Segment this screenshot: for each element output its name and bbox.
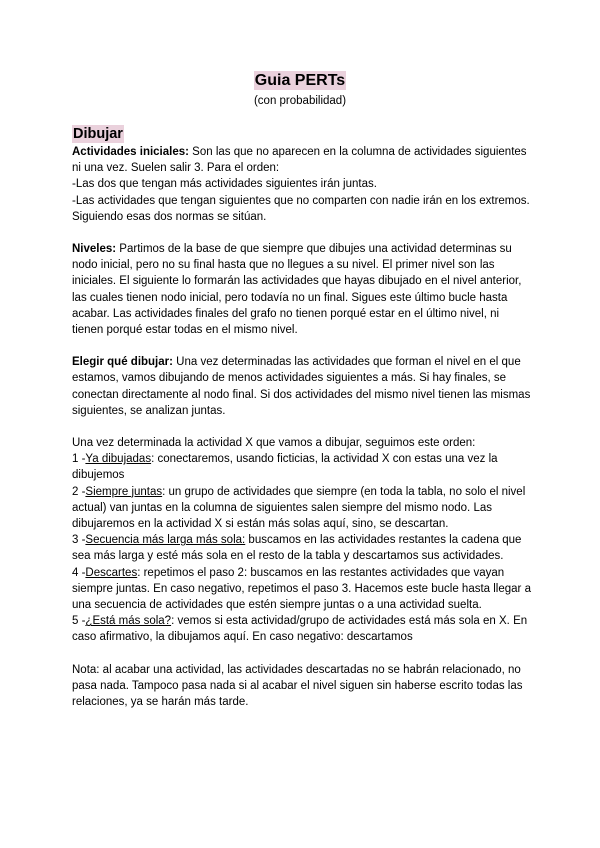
step-label: ¿Está más sola? — [85, 615, 172, 628]
step-label: Siempre juntas — [85, 485, 163, 498]
step-item: 5 -¿Está más sola?: vemos si esta actividad/grupo de actividades está más sola en X. En caso afirmativo, la dibujamos aquí. En caso negativo: descartamos — [72, 615, 528, 644]
elegir-label: Elegir qué dibujar: — [72, 356, 173, 369]
niveles-paragraph: Niveles: Partimos de la base de que siempre que dibujes una actividad determinas su nodo inicial, pero no su final hasta que no llegues a su nivel. El primer nivel son las iniciales. El siguiente lo formarán las actividades que hayas dibujado en el nivel anterior, las cuales tienen nodo inicial, pero todavía no un final. Sigues este último bucle hasta acabar. Las actividades finales del grafo no tienen porqué estar en el último nivel, ni tienen porqué estar todas en el mismo nivel. — [72, 243, 522, 337]
step-label: Ya dibujadas — [85, 453, 152, 466]
document-body — [72, 144, 532, 710]
step-item: 3 -Secuencia más larga más sola: buscamos en las actividades restantes la cadena que sea más larga y esté más sola en el resto de la tabla y descartamos sus actividades. — [72, 534, 522, 563]
page-subtitle: (con probabilidad) — [253, 95, 347, 107]
iniciales-paragraph: Actividades iniciales: Son las que no aparecen en la columna de actividades siguientes ni una vez. Suelen salir 3. Para el orden: — [72, 146, 527, 175]
step-item: 1 -Ya dibujadas: conectaremos, usando ficticias, la actividad X con estas una vez la dibujemos — [72, 453, 498, 482]
nota-paragraph: Nota: al acabar una actividad, las actividades descartadas no se habrán relacionado, no pasa nada. Tampoco pasa nada si al acabar el nivel siguen sin haberse escrito todas las relaciones, ya se harán más tarde. — [72, 663, 523, 709]
page-title: Guia PERTs — [254, 72, 346, 89]
iniciales-label: Actividades iniciales: — [72, 146, 189, 158]
step-item: 2 -Siempre juntas: un grupo de actividades que siempre (en toda la tabla, no solo el nivel actual) van juntas en la columna de siguientes salen siempre del mismo nodo. Las dibujaremos en la actividad X si están más solas aquí, sino, se descartan. — [72, 485, 526, 531]
niveles-label: Niveles: — [72, 243, 117, 256]
step-label: Secuencia más larga más sola: — [85, 534, 246, 547]
elegir-paragraph: Elegir qué dibujar: Una vez determinadas las actividades que forman el nivel en el que estamos, vamos dibujando de menos actividades siguientes a más. Si hay finales, se conectan directamente al nodo final. Si dos actividades del mismo nivel tienen las mismas siguientes, se analizan juntas. — [72, 356, 531, 417]
iniciales-line: Siguiendo esas dos normas se sitúan. — [72, 210, 267, 223]
iniciales-line: -Las actividades que tengan siguientes que no comparten con nadie irán en los extremos. — [72, 194, 530, 207]
step-label: Descartes — [85, 566, 138, 579]
step-item: 4 -Descartes: repetimos el paso 2: buscamos en las restantes actividades que vayan siempre juntas. En caso negativo, repetimos el paso 3. Hacemos este bucle hasta llegar a una secuencia de actividades que estén siempre juntas o a una actividad suelta. — [72, 566, 531, 612]
iniciales-line: -Las dos que tengan más actividades siguientes irán juntas. — [72, 178, 377, 191]
orden-intro: Una vez determinada la actividad X que vamos a dibujar, seguimos este orden: — [72, 437, 476, 450]
section-heading: Dibujar — [73, 126, 123, 142]
